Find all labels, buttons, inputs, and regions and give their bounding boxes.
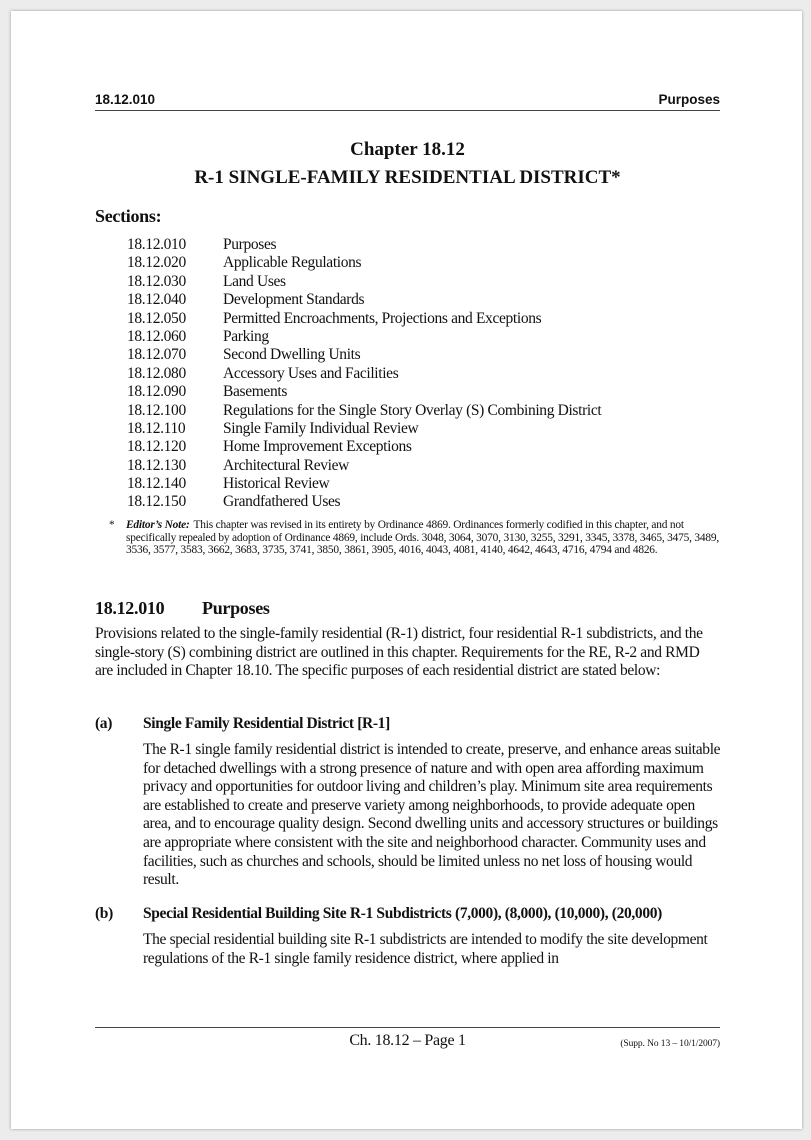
subsection-letter: (a) [95, 715, 113, 732]
running-header [95, 92, 720, 111]
toc-title: Basements [223, 383, 288, 401]
toc-number: 18.12.030 [127, 272, 186, 290]
chapter-subtitle: R-1 SINGLE-FAMILY RESIDENTIAL DISTRICT* [194, 167, 621, 188]
sections-list [127, 236, 601, 512]
toc-title: Parking [223, 327, 269, 345]
chapter-title: Chapter 18.12 [350, 139, 465, 160]
toc-number: 18.12.040 [127, 291, 186, 309]
section-heading [95, 598, 270, 619]
toc-title: Home Improvement Exceptions [223, 438, 412, 456]
toc-row [127, 438, 601, 456]
footer-page-number: Ch. 18.12 – Page 1 [349, 1032, 466, 1049]
toc-title: Accessory Uses and Facilities [223, 364, 399, 382]
toc-number: 18.12.020 [127, 254, 186, 272]
toc-row [127, 310, 601, 328]
editors-note [109, 519, 720, 557]
toc-number: 18.12.150 [127, 493, 186, 511]
subsection-heading [95, 715, 390, 733]
footer-rule [95, 1027, 720, 1028]
section-intro: Provisions related to the single-family residential (R-1) district, four residential R-1 subdistricts, and the single-story (S) combining district are outlined in this chapter. Requirements for the RE, R-2 and RMD are included in Chapter 18.10. The specific purposes of each residential district are stated below: [95, 625, 703, 680]
toc-title: Land Uses [223, 272, 286, 290]
toc-title: Permitted Encroachments, Projections and Exceptions [223, 309, 542, 327]
footnote-star: * [109, 519, 115, 531]
header-section-number: 18.12.010 [95, 92, 156, 107]
toc-row [127, 365, 601, 383]
toc-title: Historical Review [223, 475, 330, 493]
subsection-text: The special residential building site R-1 subdistricts are intended to modify the site development regulations of the R-1 single family residence district, where applied in [143, 931, 708, 967]
toc-title: Grandfathered Uses [223, 493, 341, 511]
toc-row [127, 328, 601, 346]
toc-title: Regulations for the Single Story Overlay (S) Combining District [223, 401, 602, 419]
toc-title: Applicable Regulations [223, 254, 362, 272]
toc-number: 18.12.140 [127, 475, 186, 493]
toc-row [127, 402, 601, 420]
toc-title: Development Standards [223, 291, 365, 309]
toc-number: 18.12.080 [127, 364, 186, 382]
toc-title: Architectural Review [223, 456, 349, 474]
toc-number: 18.12.120 [127, 438, 186, 456]
section-number: 18.12.010 [95, 598, 165, 618]
section-title: Purposes [202, 598, 270, 618]
toc-title: Second Dwelling Units [223, 346, 361, 364]
toc-title: Single Family Individual Review [223, 419, 419, 437]
toc-row [127, 457, 601, 475]
toc-row [127, 383, 601, 401]
toc-row [127, 420, 601, 438]
toc-number: 18.12.070 [127, 346, 186, 364]
toc-number: 18.12.110 [127, 419, 186, 437]
toc-number: 18.12.010 [127, 236, 186, 253]
document-page [11, 11, 802, 1129]
toc-number: 18.12.090 [127, 383, 186, 401]
editors-note-body [126, 519, 720, 557]
toc-number: 18.12.100 [127, 401, 186, 419]
toc-row [127, 475, 601, 493]
subsection-letter: (b) [95, 905, 113, 922]
toc-row [127, 273, 601, 291]
editors-note-label: Editor’s Note: [126, 519, 190, 531]
toc-row [127, 254, 601, 272]
subsection-heading [95, 905, 662, 923]
toc-row [127, 346, 601, 364]
subsection-title: Special Residential Building Site R-1 Subdistricts (7,000), (8,000), (10,000), (20,000) [143, 905, 662, 922]
toc-row [127, 493, 601, 511]
editors-note-text: This chapter was revised in its entirety by Ordinance 4869. Ordinances formerly codified in this chapter, and not specifically repealed by adoption of Ordinance 4869, include Ords. 3048, 3064, 3070, 3130, 3255, 3291, 3345, 3378, 3465, 3475, 3489, 3536, 3577, 3583, 3662, 3683, 3735, 3741, 3850, 3861, 3905, 4016, 4043, 4081, 4140, 4642, 4643, 4716, 4794 and 4826. [126, 519, 720, 557]
sections-heading: Sections: [95, 206, 162, 226]
subsection-text: The R-1 single family residential district is intended to create, preserve, and enhance areas suitable for detached dwellings with a strong presence of nature and with open area affording maximum privacy and opportunities for outdoor living and children’s play. Minimum site area requirements are established to create and preserve variety among neighborhoods, to provide adequate open area, and to encourage quality design. Second dwelling units and accessory structures or buildings are appropriate where consistent with the site and neighborhood character. Community uses and facilities, such as churches and schools, should be limited unless no net loss of housing would result. [143, 741, 721, 889]
toc-number: 18.12.050 [127, 309, 186, 327]
toc-title: Purposes [223, 236, 277, 253]
toc-number: 18.12.060 [127, 327, 186, 345]
subsection-title: Single Family Residential District [R-1] [143, 715, 390, 732]
toc-number: 18.12.130 [127, 456, 186, 474]
footer-supplement: (Supp. No 13 – 10/1/2007) [620, 1039, 720, 1049]
toc-row [127, 291, 601, 309]
toc-row [127, 236, 601, 254]
header-section-title: Purposes [658, 92, 720, 107]
